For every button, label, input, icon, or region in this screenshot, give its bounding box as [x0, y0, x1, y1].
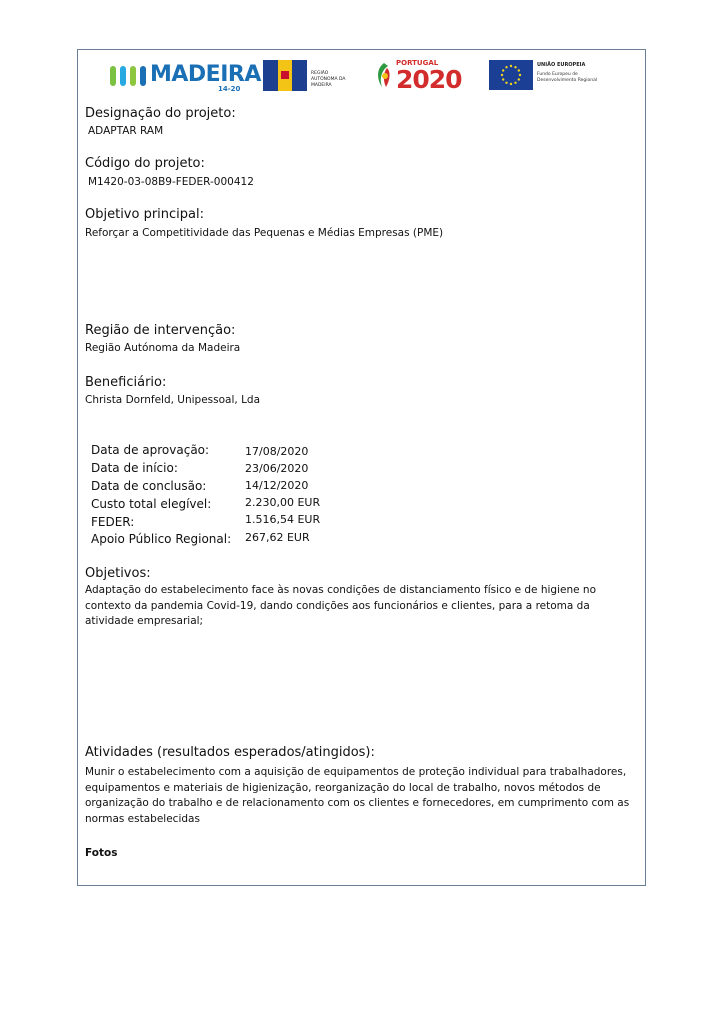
regiao-autonoma-text: REGIÃO AUTÓNOMA DA MADEIRA — [311, 71, 346, 88]
objetivos-value: Adaptação do estabelecimento face às novas condições de distanciamento físico e de higiene no contexto da pandemia Covid-19, dando condições aos funcionários e clientes, para a retoma da atividade empresarial; — [85, 584, 596, 627]
data-inicio-value: 23/06/2020 — [245, 462, 309, 475]
madeira-mark-icon — [108, 62, 152, 92]
data-aprovacao-value: 17/08/2020 — [245, 445, 309, 458]
data-aprovacao-label: Data de aprovação: — [91, 443, 210, 457]
feder-label: FEDER: — [91, 515, 135, 529]
objetivo-principal-label: Objetivo principal: — [85, 207, 204, 222]
custo-total-label: Custo total elegível: — [91, 497, 212, 511]
portugal-2020-logo — [374, 58, 474, 94]
madeira-logo — [108, 58, 261, 94]
feder-value: 1.516,54 EUR — [245, 513, 321, 526]
regiao-value: Região Autónoma da Madeira — [85, 342, 241, 354]
atividades-value: Munir o estabelecimento com a aquisição de equipamentos de proteção individual para trabalhadores, equipamentos e materiais de higienização, reorganização do local de trabalho, novos métodos de organização do trabalho e de relacionamento com os clientes e fornecedores, em cumprimento com as normas estabelecidas — [85, 766, 630, 825]
logo-bar — [78, 50, 645, 110]
objetivo-principal-value: Reforçar a Competitividade das Pequenas e Médias Empresas (PME) — [85, 227, 444, 239]
fotos-label: Fotos — [85, 847, 118, 859]
regiao-label: Região de intervenção: — [85, 323, 236, 338]
year-2020-text: 2020 — [396, 65, 462, 94]
codigo-label: Código do projeto: — [85, 156, 205, 171]
codigo-value: M1420-03-08B9-FEDER-000412 — [88, 176, 254, 188]
document-frame — [77, 49, 646, 886]
madeira-logo-text: MADEIRA — [150, 62, 261, 87]
data-inicio-label: Data de início: — [91, 461, 178, 475]
designacao-label: Designação do projeto: — [85, 106, 236, 121]
custo-total-value: 2.230,00 EUR — [245, 496, 321, 509]
eu-fund-text: Fundo Europeu de Desenvolvimento Regional — [537, 72, 598, 83]
data-conclusao-label: Data de conclusão: — [91, 479, 207, 493]
beneficiario-value: Christa Dornfeld, Unipessoal, Lda — [85, 394, 261, 406]
eu-logo — [489, 60, 609, 92]
data-conclusao-value: 14/12/2020 — [245, 479, 309, 492]
regiao-autonoma-logo — [263, 60, 348, 92]
portugal-text: PORTUGAL — [396, 59, 439, 67]
madeira-flag-icon — [263, 60, 307, 91]
portugal-2020-mark-icon — [374, 62, 394, 88]
eu-flag-icon — [489, 60, 533, 90]
atividades-label: Atividades (resultados esperados/atingidos): — [85, 745, 375, 760]
eu-title: UNIÃO EUROPEIA — [537, 62, 586, 68]
apoio-publico-label: Apoio Público Regional: — [91, 532, 232, 546]
beneficiario-label: Beneficiário: — [85, 375, 167, 390]
objetivos-label: Objetivos: — [85, 566, 151, 581]
designacao-value: ADAPTAR RAM — [88, 125, 164, 137]
madeira-logo-sub: 14-20 — [218, 85, 241, 93]
apoio-publico-value: 267,62 EUR — [245, 531, 310, 544]
